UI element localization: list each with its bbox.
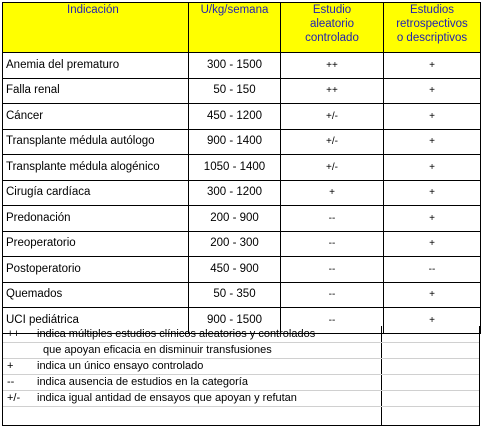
header-retro-line-3: o descriptivos [396, 32, 468, 44]
legend-row-divider [3, 390, 479, 391]
cell-indicacion: Transplante médula autólogo [3, 129, 189, 155]
legend-item [7, 360, 203, 373]
header-indicacion: Indicación [3, 3, 189, 53]
cell-aleatorio: +/- [281, 155, 384, 181]
indications-table [2, 2, 481, 334]
table-row [3, 231, 481, 257]
cell-aleatorio: +/- [281, 129, 384, 155]
legend-symbol: -- [7, 376, 15, 388]
cell-dosis: 50 - 150 [189, 78, 281, 104]
cell-dosis: 50 - 350 [189, 282, 281, 308]
legend-text: indica un único ensayo controlado [37, 360, 204, 372]
cell-retro: + [384, 180, 481, 206]
cell-indicacion: Predonación [3, 206, 189, 232]
cell-aleatorio: -- [281, 231, 384, 257]
cell-retro: + [384, 53, 481, 79]
legend-divider [381, 326, 382, 425]
cell-retro: + [384, 155, 481, 181]
cell-retro: + [384, 78, 481, 104]
cell-retro: + [384, 104, 481, 130]
header-aleatorio [281, 3, 384, 53]
cell-retro: + [384, 231, 481, 257]
cell-aleatorio: -- [281, 308, 384, 334]
header-retro [384, 3, 481, 53]
legend-text: indica igual antidad de ensayos que apoyan y refutan [37, 392, 297, 404]
header-aleatorio-line-1: Estudio [312, 4, 352, 16]
cell-indicacion: Postoperatorio [3, 257, 189, 283]
cell-indicacion: Cirugía cardíaca [3, 180, 189, 206]
header-aleatorio-line-3: controlado [305, 32, 359, 44]
legend-row-divider [3, 358, 479, 359]
cell-dosis: 900 - 1500 [189, 308, 281, 334]
cell-aleatorio: + [281, 180, 384, 206]
cell-indicacion: Preoperatorio [3, 231, 189, 257]
cell-indicacion: UCI pediátrica [3, 308, 189, 334]
cell-retro: -- [384, 257, 481, 283]
cell-indicacion: Anemia del prematuro [3, 53, 189, 79]
header-retro-line-1: Estudios [409, 4, 455, 16]
cell-dosis: 200 - 900 [189, 206, 281, 232]
cell-retro: + [384, 129, 481, 155]
table-row [3, 104, 481, 130]
legend-box [2, 326, 480, 426]
cell-dosis: 450 - 900 [189, 257, 281, 283]
legend-item [7, 328, 315, 341]
table-row [3, 180, 481, 206]
legend-item [7, 392, 297, 405]
table-row [3, 78, 481, 104]
cell-aleatorio: ++ [281, 53, 384, 79]
table-row [3, 53, 481, 79]
cell-indicacion: Quemados [3, 282, 189, 308]
cell-aleatorio: +/- [281, 104, 384, 130]
cell-indicacion: Transplante médula alogénico [3, 155, 189, 181]
cell-dosis: 1050 - 1400 [189, 155, 281, 181]
header-aleatorio-line-2: aleatorio [309, 18, 355, 30]
legend-symbol: ++ [7, 328, 20, 340]
legend-text: que apoyan eficacia en disminuir transfusiones [43, 344, 272, 356]
cell-retro: + [384, 308, 481, 334]
legend-item [7, 376, 248, 389]
table-header-row [3, 3, 481, 53]
legend-row-divider [3, 406, 479, 407]
cell-dosis: 300 - 1200 [189, 180, 281, 206]
cell-dosis: 900 - 1400 [189, 129, 281, 155]
cell-retro: + [384, 206, 481, 232]
cell-dosis: 300 - 1500 [189, 53, 281, 79]
legend-symbol: + [7, 360, 14, 372]
table-row [3, 206, 481, 232]
header-dosis: U/kg/semana [189, 3, 281, 53]
header-retro-line-2: retrospectivos [396, 18, 468, 30]
legend-text: indica múltiples estudios clínicos aleatorios y controlados [37, 328, 316, 340]
table-row [3, 155, 481, 181]
cell-dosis: 200 - 300 [189, 231, 281, 257]
cell-aleatorio: ++ [281, 78, 384, 104]
cell-retro: + [384, 282, 481, 308]
legend-text: indica ausencia de estudios en la categoría [37, 376, 248, 388]
table-row [3, 129, 481, 155]
cell-indicacion: Falla renal [3, 78, 189, 104]
cell-aleatorio: -- [281, 282, 384, 308]
legend-symbol: +/- [7, 392, 21, 404]
cell-indicacion: Cáncer [3, 104, 189, 130]
table-row [3, 282, 481, 308]
cell-aleatorio: -- [281, 206, 384, 232]
cell-dosis: 450 - 1200 [189, 104, 281, 130]
legend-item [7, 344, 272, 357]
legend-row-divider [3, 342, 479, 343]
table-row [3, 257, 481, 283]
legend-row-divider [3, 374, 479, 375]
cell-aleatorio: -- [281, 257, 384, 283]
